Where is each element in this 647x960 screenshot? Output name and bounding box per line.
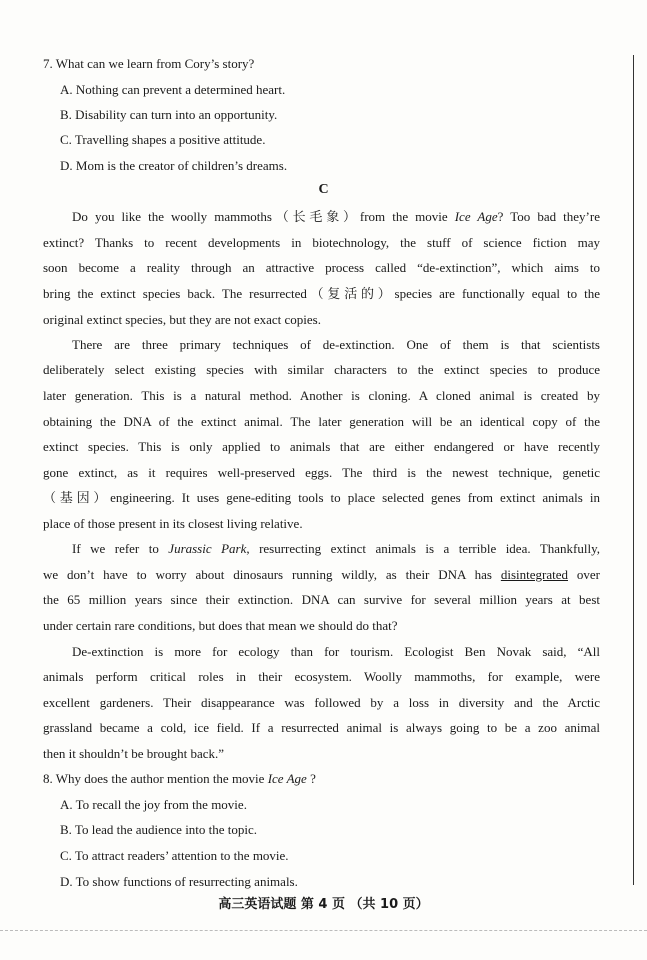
passage-line: then it shouldn’t be brought back.” <box>43 746 225 761</box>
question-8-option-c: C. To attract readers’ attention to the movie. <box>60 848 289 863</box>
passage-line: grassland became a cold, ice field. If a resurrected animal is always going to be a zoo animal <box>43 720 600 735</box>
section-heading: C <box>318 182 329 197</box>
passage-line: we don’t have to worry about dinosaurs running wildly, as their DNA has disintegrated over <box>43 567 600 582</box>
movie-title: Ice Age <box>267 771 307 786</box>
question-7-option-b: B. Disability can turn into an opportunity. <box>60 107 278 122</box>
passage-line: （基因）engineering. It uses gene-editing tools to place selected genes from extinct animals in <box>43 490 600 505</box>
question-7-option-a: A. Nothing can prevent a determined heart. <box>60 82 286 97</box>
passage-line: extinct? Thanks to recent developments in biotechnology, the stuff of science fiction may <box>43 235 600 250</box>
passage-line: extinct species. This is only applied to animals that are either endangered or have recently <box>43 439 600 454</box>
passage-line: There are three primary techniques of de-extinction. One of them is that scientists <box>72 337 600 352</box>
movie-title: Jurassic Park <box>168 541 247 556</box>
passage-line: If we refer to Jurassic Park, resurrecting extinct animals is a terrible idea. Thankfully, <box>72 541 600 556</box>
question-8-option-d: D. To show functions of resurrecting animals. <box>60 874 298 889</box>
question-7-option-d: D. Mom is the creator of children’s dreams. <box>60 158 288 173</box>
passage-line: under certain rare conditions, but does that mean we should do that? <box>43 618 398 633</box>
passage-line: original extinct species, but they are not exact copies. <box>43 312 321 327</box>
question-8-stem: 8. Why does the author mention the movie Ice Age ? <box>43 771 316 786</box>
footer-divider <box>0 930 647 931</box>
passage-line: obtaining the DNA of the extinct animal. The later generation will be an identical copy of the <box>43 414 600 429</box>
passage-line: De-extinction is more for ecology than for tourism. Ecologist Ben Novak said, “All <box>72 644 600 659</box>
movie-title: Ice Age <box>454 209 498 224</box>
margin-rule <box>633 55 634 885</box>
passage-line: animals perform critical roles in their ecosystem. Woolly mammoths, for example, were <box>43 669 600 684</box>
passage-line: excellent gardeners. Their disappearance was followed by a loss in diversity and the Arctic <box>43 695 600 710</box>
passage-line: the 65 million years since their extinction. DNA can survive for several million years at best <box>43 592 600 607</box>
underlined-word: disintegrated <box>500 567 568 582</box>
passage-line: Do you like the woolly mammoths（长毛象）from the movie Ice Age? Too bad they’re <box>72 209 600 224</box>
question-8-option-a: A. To recall the joy from the movie. <box>60 797 247 812</box>
page-footer: 高三英语试题 第 4 页 （共 10 页） <box>218 897 429 912</box>
passage-line: place of those present in its closest living relative. <box>43 516 303 531</box>
passage-line: deliberately select existing species with similar characters to the extinct species to produce <box>43 362 600 377</box>
passage-line: gone extinct, as it requires well-preserved eggs. The third is the newest technique, genetic <box>43 465 600 480</box>
question-8-option-b: B. To lead the audience into the topic. <box>60 822 258 837</box>
passage-line: bring the extinct species back. The resurrected（复活的）species are functionally equal to the <box>43 286 600 301</box>
passage-line: soon become a reality through an attractive process called “de-extinction”, which aims to <box>43 260 600 275</box>
passage-line: later generation. This is a natural method. Another is cloning. A cloned animal is created by <box>43 388 600 403</box>
question-7-stem: 7. What can we learn from Cory’s story? <box>43 56 255 71</box>
question-7-option-c: C. Travelling shapes a positive attitude. <box>60 132 266 147</box>
